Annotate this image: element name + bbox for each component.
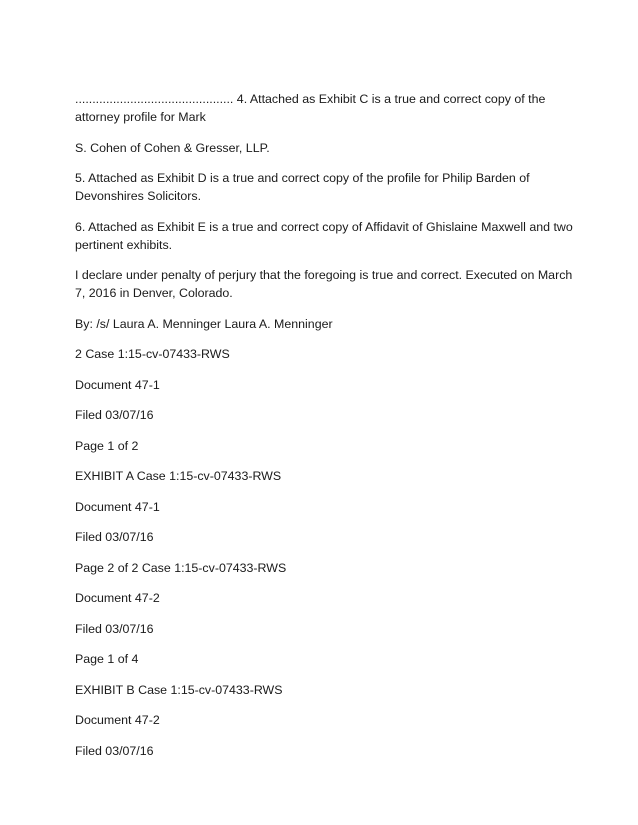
case-number-line: 2 Case 1:15-cv-07433-RWS [75,347,230,361]
paragraph-cohen-gresser: S. Cohen of Cohen & Gresser, LLP. [75,140,270,155]
paragraph-exhibit-e: 6. Attached as Exhibit E is a true and correct copy of Affidavit of Ghislaine Maxwell and two pertinent exhibits. [75,219,573,252]
page-number-line: Page 1 of 4 [75,652,139,666]
document-page [75,90,575,772]
document-number-line: Document 47-1 [75,377,160,392]
filed-date-line: Filed 03/07/16 [75,530,154,544]
exhibit-b-line: EXHIBIT B Case 1:15-cv-07433-RWS [75,682,283,697]
filed-date-line: Filed 03/07/16 [75,621,154,636]
document-number-line: Document 47-2 [75,713,160,727]
exhibit-a-line: EXHIBIT A Case 1:15-cv-07433-RWS [75,469,282,483]
page-number-line: Page 1 of 2 [75,438,139,453]
document-number-line: Document 47-2 [75,591,160,605]
paragraph-exhibit-c: .............................................. 4. Attached as Exhibit C is a true and correct copy of the attorney profile for Mark [75,92,546,124]
filed-date-line: Filed 03/07/16 [75,408,154,422]
page-number-line: Page 2 of 2 Case 1:15-cv-07433-RWS [75,560,287,575]
document-number-line: Document 47-1 [75,499,160,514]
signature-line: By: /s/ Laura A. Menninger Laura A. Menninger [75,316,333,331]
paragraph-declaration: I declare under penalty of perjury that the foregoing is true and correct. Executed on March 7, 2016 in Denver, Colorado. [75,268,573,300]
paragraph-exhibit-d: 5. Attached as Exhibit D is a true and correct copy of the profile for Philip Barden of Devonshires Solicitors. [75,171,530,203]
filed-date-line: Filed 03/07/16 [75,743,154,758]
